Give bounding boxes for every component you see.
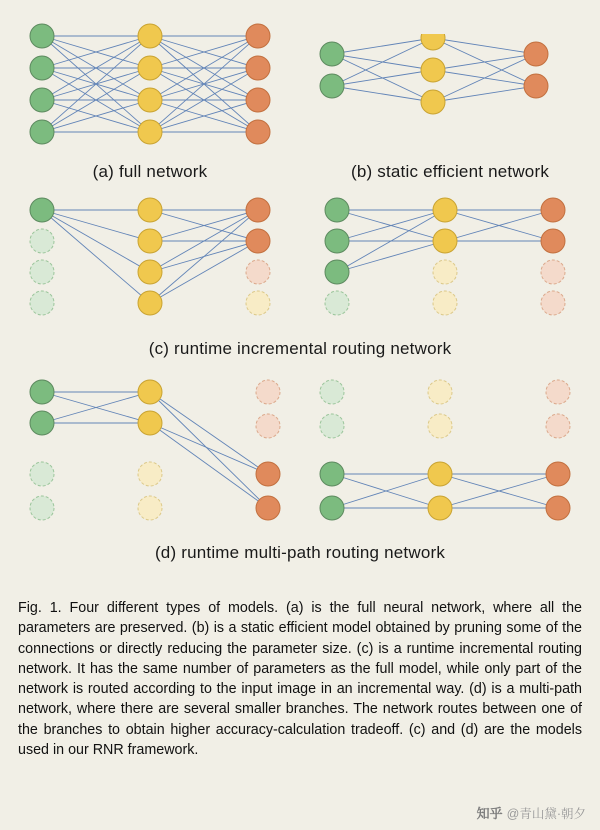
panel-c-left-diagram (20, 196, 280, 326)
panel-d-caption: (d) runtime multi-path routing network (154, 543, 446, 562)
panel-c-right-diagram (315, 196, 575, 326)
watermark (477, 803, 586, 822)
panel-a-caption: (a) full network (92, 162, 208, 181)
panel-d-left-diagram (20, 378, 300, 528)
zhihu-logo-icon: 知乎 (476, 806, 503, 821)
figure-caption-text: Fig. 1. Four different types of models. (a) is the full neural network, where all the parameters are preserved. (b) is a static efficient model obtained by pruning some of the connections or directly reducing the parameter size. (c) is a runtime incremental routing network. It has the same number of parameters as the full model, while only part of the network is routed according to the input image in an incremental way. (d) is a multi-path network, where there are several smaller branches. The network routes between one of the branches to obtain higher accuracy-calculation tradeoff. (c) and (d) are the models used in our RNR framework. (18, 600, 582, 759)
panel-a-diagram (20, 18, 280, 158)
panel-b-caption: (b) static efficient network (350, 162, 550, 181)
panel-d-right-diagram (310, 378, 590, 528)
panel-c-caption: (c) runtime incremental routing network (148, 339, 452, 358)
watermark-user: @青山黛·朝夕 (506, 806, 586, 821)
panel-b-diagram (318, 34, 568, 144)
